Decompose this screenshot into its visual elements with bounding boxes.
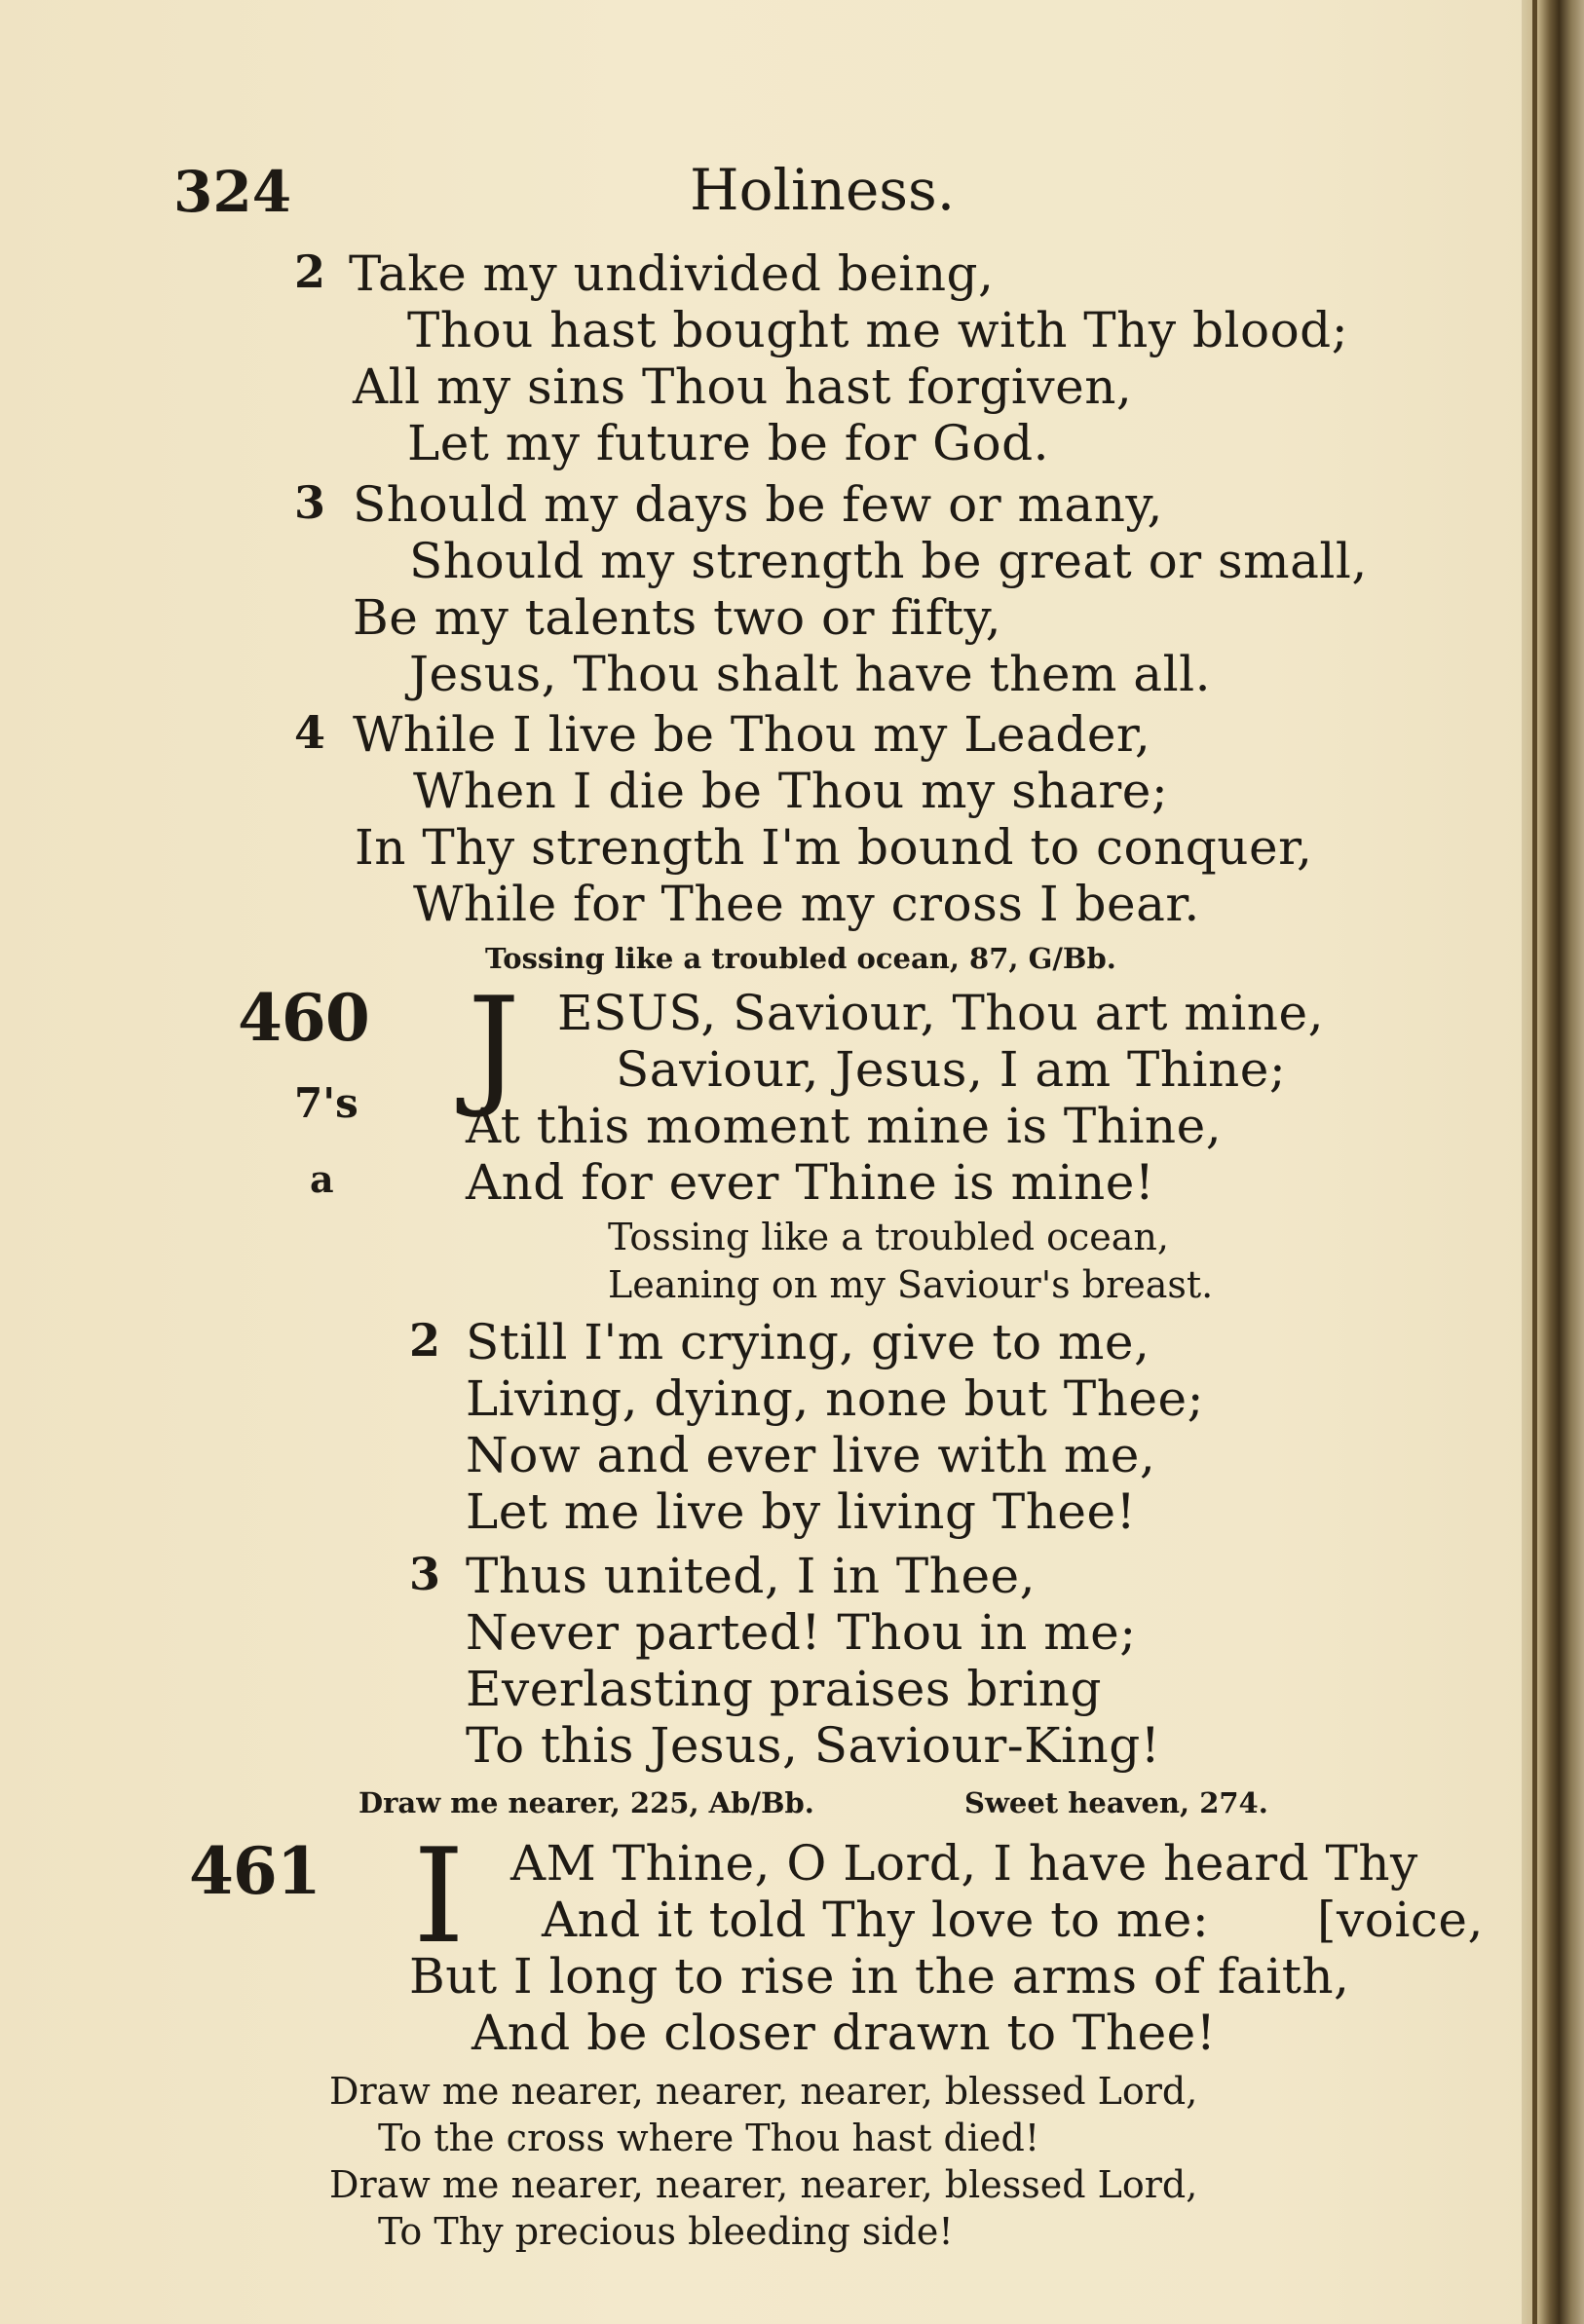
- tune-note: Sweet heaven, 274.: [964, 1786, 1268, 1819]
- verse-line: Thou hast bought me with Thy blood;: [407, 302, 1349, 358]
- verse-line: Let me live by living Thee!: [466, 1483, 1137, 1540]
- verse-line: Living, dying, none but Thee;: [466, 1370, 1204, 1427]
- verse-number: 3: [294, 476, 326, 529]
- verse-line: Take my undivided being,: [349, 245, 995, 302]
- verse-line: In Thy strength I'm bound to conquer,: [355, 819, 1313, 876]
- verse-line: When I die be Thou my share;: [413, 763, 1169, 819]
- tune-note: Tossing like a troubled ocean, 87, G/Bb.: [485, 942, 1116, 975]
- refrain-line: To Thy precious bleeding side!: [378, 2210, 954, 2253]
- verse-line: Jesus, Thou shalt have them all.: [409, 646, 1211, 702]
- verse-line: And for ever Thine is mine!: [466, 1154, 1155, 1211]
- verse-line: Should my days be few or many,: [353, 476, 1163, 533]
- verse-number: 3: [409, 1548, 441, 1600]
- verse-line: But I long to rise in the arms of faith,: [409, 1948, 1350, 2005]
- verse-number: 2: [294, 245, 326, 298]
- refrain-line: Draw me nearer, nearer, nearer, blessed Lord,: [329, 2070, 1198, 2113]
- verse-line: Still I'm crying, give to me,: [466, 1314, 1150, 1370]
- page-number: 324: [173, 159, 292, 225]
- verse-number: 2: [409, 1314, 441, 1367]
- hymn-number: 460: [238, 980, 369, 1056]
- verse-line: To this Jesus, Saviour-King!: [466, 1717, 1161, 1774]
- refrain-line: Tossing like a troubled ocean,: [608, 1216, 1169, 1258]
- drop-cap: I: [413, 1820, 465, 1972]
- verse-line: Should my strength be great or small,: [409, 533, 1368, 589]
- refrain-line: Leaning on my Saviour's breast.: [608, 1263, 1214, 1306]
- verse-line: Be my talents two or fifty,: [353, 589, 1001, 646]
- verse-line: AM Thine, O Lord, I have heard Thy: [510, 1835, 1418, 1892]
- refrain-line: Draw me nearer, nearer, nearer, blessed Lord,: [329, 2163, 1198, 2206]
- page-title: Holiness.: [690, 157, 956, 223]
- hymn-number: 461: [189, 1833, 321, 1909]
- verse-line: Let my future be for God.: [407, 415, 1050, 471]
- verse-number: 4: [294, 706, 326, 759]
- verse-line: Never parted! Thou in me;: [466, 1604, 1137, 1661]
- verse-line: Now and ever live with me,: [466, 1427, 1156, 1483]
- verse-line-overflow: [voice,: [1317, 1892, 1484, 1948]
- verse-line: At this moment mine is Thine,: [466, 1098, 1223, 1154]
- hymn-mark: a: [310, 1157, 334, 1201]
- verse-line: While for Thee my cross I bear.: [413, 876, 1200, 932]
- verse-line: And be closer drawn to Thee!: [471, 2005, 1217, 2061]
- tune-note: Draw me nearer, 225, Ab/Bb.: [358, 1786, 814, 1819]
- verse-line: All my sins Thou hast forgiven,: [353, 358, 1133, 415]
- book-spine: [1522, 0, 1584, 2324]
- refrain-line: To the cross where Thou hast died!: [378, 2117, 1040, 2159]
- verse-line: While I live be Thou my Leader,: [353, 706, 1151, 763]
- drop-cap: J: [468, 969, 520, 1121]
- verse-line: Thus united, I in Thee,: [466, 1548, 1037, 1604]
- verse-line: And it told Thy love to me:: [542, 1892, 1210, 1948]
- verse-line: Saviour, Jesus, I am Thine;: [616, 1041, 1287, 1098]
- verse-line: ESUS, Saviour, Thou art mine,: [557, 985, 1324, 1041]
- page-edge-rule: [1532, 0, 1537, 2324]
- hymn-meter: 7's: [294, 1079, 358, 1127]
- verse-line: Everlasting praises bring: [466, 1661, 1103, 1717]
